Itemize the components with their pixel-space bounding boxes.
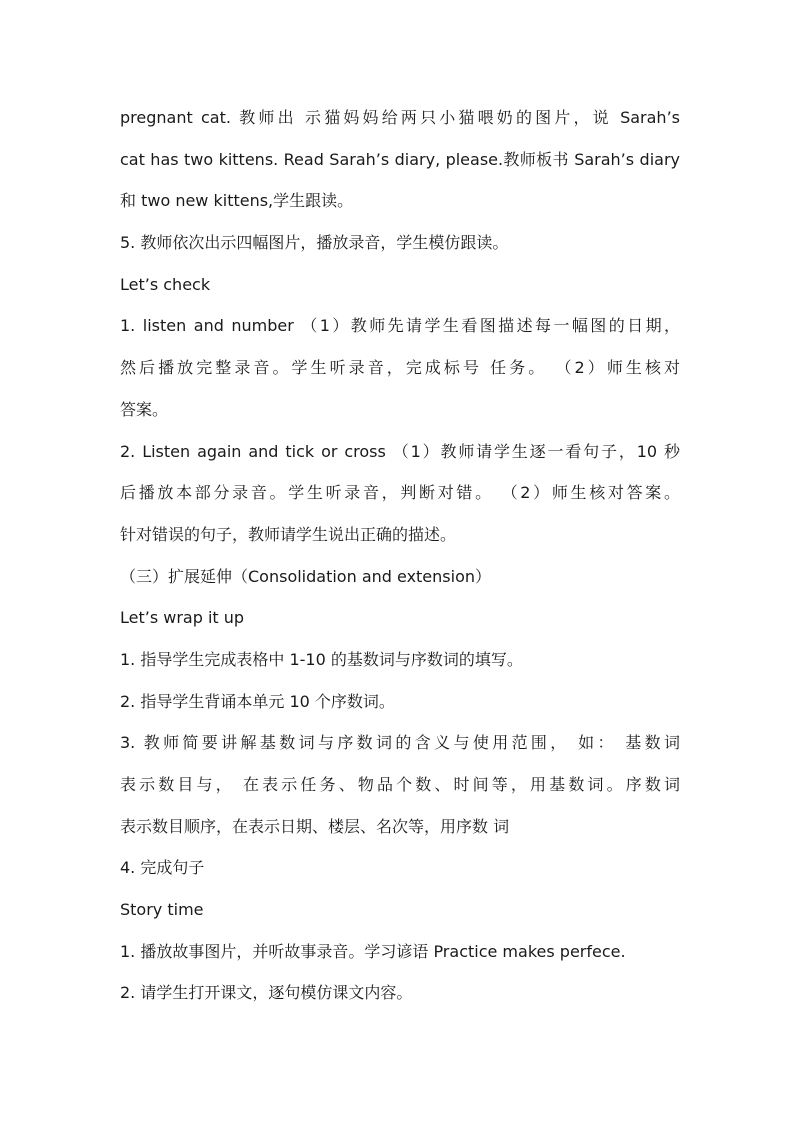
text-line: 1. 播放故事图片，并听故事录音。学习谚语 Practice makes perfece. (120, 941, 626, 961)
text-line: 4. 完成句子 (120, 858, 205, 878)
text-line: 表示数目顺序，在表示日期、楼层、名次等，用序数 词 (120, 816, 510, 836)
section-heading: Let’s check (120, 274, 211, 294)
text-line: 和 two new kittens,学生跟读。 (120, 191, 354, 211)
text-line: cat has two kittens. Read Sarah’s diary, please.教师板书 Sarah’s diary (120, 149, 680, 169)
text-line: 2. 请学生打开课文，逐句模仿课文内容。 (120, 983, 413, 1003)
text-line: 3. 教师简要讲解基数词与序数词的含义与使用范围， 如： 基数词 (120, 733, 680, 753)
text-line: 答案。 (120, 399, 169, 419)
section-heading: （三）扩展延伸（Consolidation and extension） (120, 566, 492, 586)
section-heading: Story time (120, 900, 204, 920)
text-line: 然后播放完整录音。学生听录音，完成标号 任务。 （2）师生核对 (120, 358, 680, 378)
text-line: pregnant cat. 教师出 示猫妈妈给两只小猫喂奶的图片，说 Sarah’s (120, 108, 680, 127)
text-line: 针对错误的句子，教师请学生说出正确的描述。 (120, 524, 457, 544)
text-line: 2. Listen again and tick or cross （1）教师请学生逐一看句子，10 秒 (120, 441, 680, 461)
section-heading: Let’s wrap it up (120, 608, 245, 628)
text-line: 后播放本部分录音。学生听录音，判断对错。 （2）师生核对答案。 (120, 483, 680, 503)
text-line: 2. 指导学生背诵本单元 10 个序数词。 (120, 691, 395, 711)
text-line: 1. 指导学生完成表格中 1-10 的基数词与序数词的填写。 (120, 649, 523, 669)
document-body (120, 97, 680, 1014)
text-line: 表示数目与， 在表示任务、物品个数、时间等，用基数词。序数词 (120, 775, 680, 794)
text-line: 5. 教师依次出示四幅图片，播放录音，学生模仿跟读。 (120, 233, 509, 253)
text-line: 1. listen and number （1）教师先请学生看图描述每一幅图的日期， (120, 316, 680, 336)
